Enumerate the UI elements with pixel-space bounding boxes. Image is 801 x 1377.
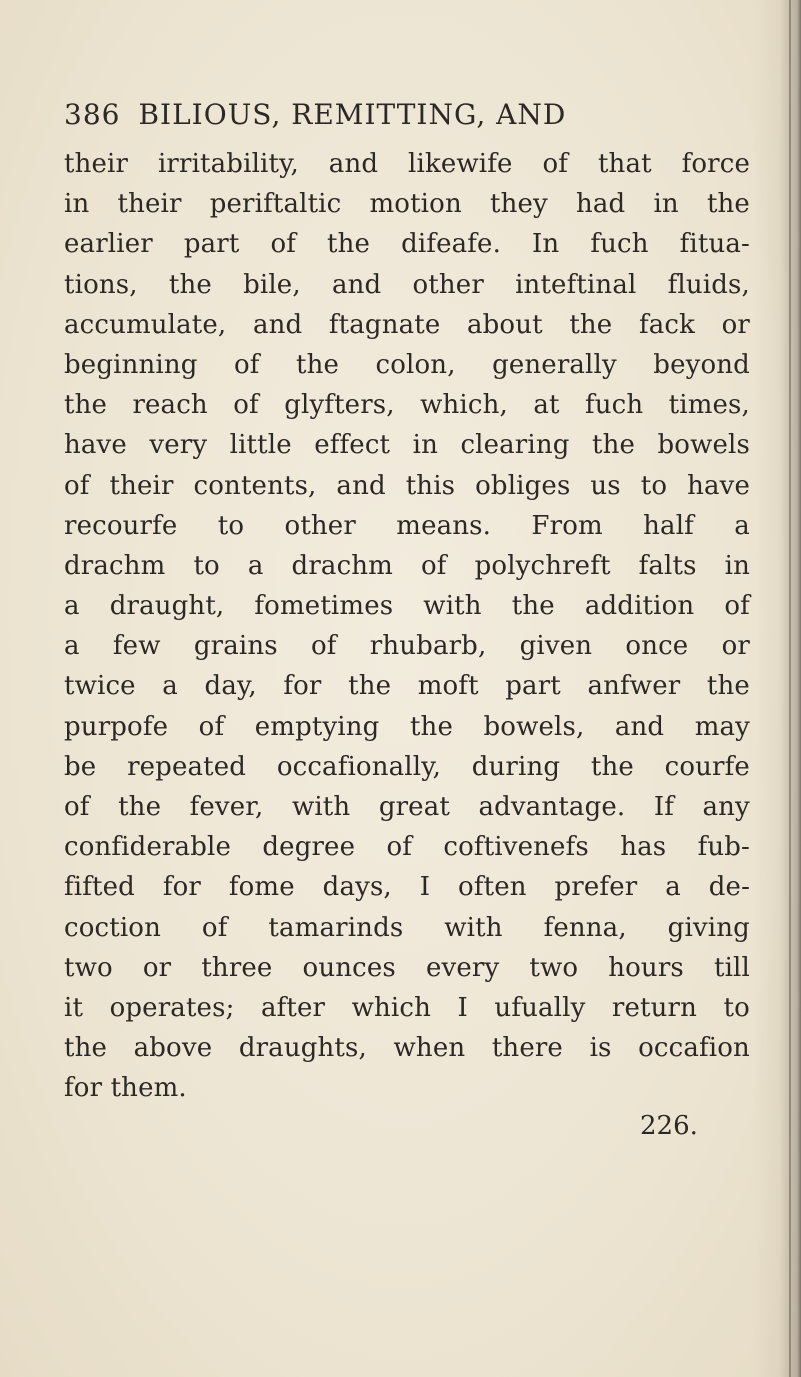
text-line: their irritability, and likewife of that force [64,149,750,179]
text-line: it operates; after which I ufually return to [64,992,750,1023]
page-number: 386 [64,98,121,131]
catchword: 226. [640,1110,698,1141]
running-head: BILIOUS, REMITTING, AND [138,98,567,131]
text-line: the above draughts, when there is occafion [64,1033,750,1064]
text-line: beginning of the colon, generally beyond [64,349,750,380]
text-line: a draught, fometimes with the addition of [64,591,750,622]
text-line: two or three ounces every two hours till [64,952,750,983]
page-edge-line [789,0,791,1377]
text-line: recourfe to other means. From half a [64,510,750,541]
text-line: in their periftaltic motion they had in the [64,189,750,220]
text-line: be repeated occafionally, during the courfe [64,751,750,782]
body-text [64,144,750,1109]
text-line: confiderable degree of coftivenefs has fub- [64,832,750,863]
text-line: tions, the bile, and other inteftinal fluids, [64,269,750,300]
page-edge-shadow [753,0,801,1377]
text-line: accumulate, and ftagnate about the fack or [64,309,750,340]
text-line: earlier part of the difeafe. In fuch fitua- [64,229,750,260]
text-line: have very little effect in clearing the bowels [64,430,750,461]
text-line: twice a day, for the moft part anfwer the [64,671,750,702]
text-line: of the fever, with great advantage. If any [64,792,750,822]
text-line: purpofe of emptying the bowels, and may [64,711,750,742]
text-line: fifted for fome days, I often prefer a de- [64,872,750,903]
text-line: of their contents, and this obliges us to have [64,470,750,501]
text-line: for them. [64,1073,187,1104]
text-line: a few grains of rhubarb, given once or [64,631,750,662]
text-line: drachm to a drachm of polychreft falts in [64,550,750,581]
text-line: coction of tamarinds with fenna, giving [64,912,750,943]
text-line: the reach of glyfters, which, at fuch times, [64,390,750,421]
page-header [64,98,704,142]
